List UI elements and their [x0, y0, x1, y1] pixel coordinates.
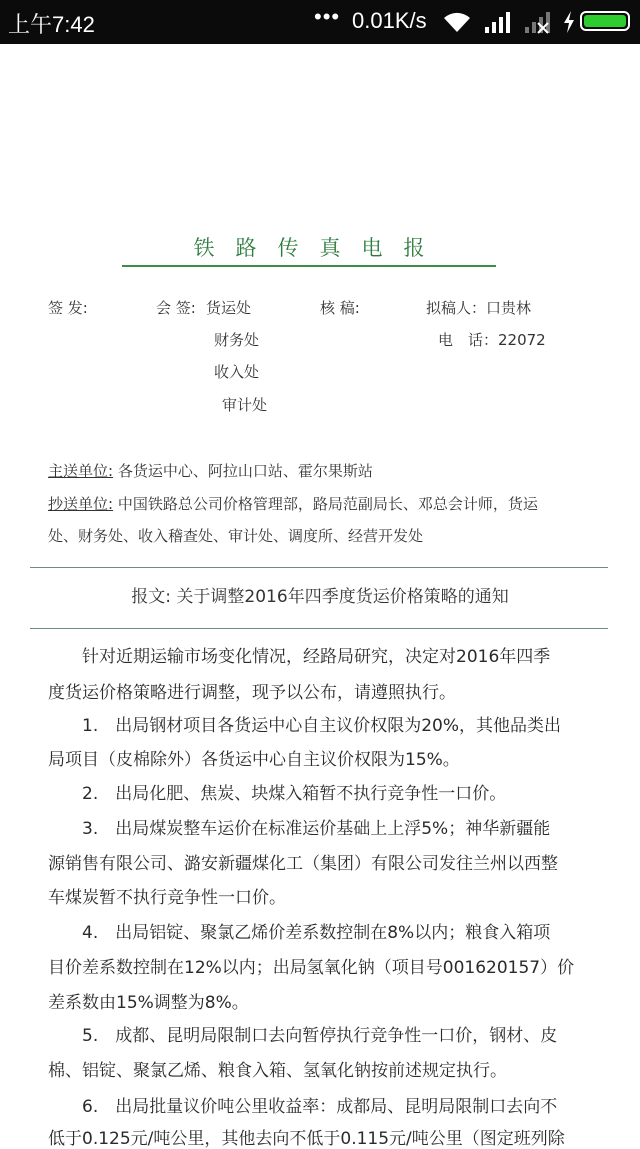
cc-recipients-line-2: 处、财务处、收入稽查处、审计处、调度所、经营开发处 [48, 527, 424, 545]
body-line: 差系数由15%调整为8%。 [48, 993, 249, 1013]
body-line: 低于0.125元/吨公里，其他去向不低于0.115元/吨公里（图定班列除 [48, 1129, 565, 1149]
huiqian-dept-1: 货运处 [206, 299, 252, 317]
document-subject: 报文: 关于调整2016年四季度货运价格策略的通知 [131, 587, 509, 607]
huiqian-label: 会 签: [156, 299, 196, 317]
body-line: 源销售有限公司、潞安新疆煤化工（集团）有限公司发往兰州以西整 [48, 854, 558, 874]
status-bar [0, 0, 640, 44]
charging-icon [562, 10, 576, 34]
body-line: 车煤炭暂不执行竞争性一口价。 [48, 888, 286, 908]
body-line: 度货运价格策略进行调整，现予以公布，请遵照执行。 [48, 683, 456, 703]
body-line: 5. 成都、昆明局限制口去向暂停执行竞争性一口价，钢材、皮 [48, 1026, 558, 1046]
body-line: 棉、铝锭、聚氯乙烯、粮食入箱、氢氧化钠按前述规定执行。 [48, 1061, 507, 1081]
huiqian-dept-3: 收入处 [214, 363, 260, 381]
main-recipients-label: 主送单位: [48, 462, 114, 480]
body-line: 目价差系数控制在12%以内；出局氢氧化钠（项目号001620157）价 [48, 958, 575, 978]
battery-icon [580, 11, 630, 31]
document-title: 铁路传真电报 [193, 236, 446, 260]
wifi-icon [442, 10, 472, 34]
huiqian-dept-2: 财务处 [214, 331, 260, 349]
main-recipients [48, 460, 373, 481]
qianfa-label: 签 发: [48, 299, 88, 317]
body-line: 2. 出局化肥、焦炭、块煤入箱暂不执行竞争性一口价。 [48, 784, 507, 804]
title-underline [122, 265, 496, 267]
hegao-label: 核 稿: [320, 299, 360, 317]
more-dots-icon: ••• [314, 4, 341, 29]
network-speed: 0.01K/s [352, 8, 427, 33]
body-line: 4. 出局铝锭、聚氯乙烯价差系数控制在8%以内；粮食入箱项 [48, 923, 551, 943]
body-line: 6. 出局批量议价吨公里收益率：成都局、昆明局限制口去向不 [48, 1097, 558, 1117]
phone: 电 话：22072 [438, 331, 546, 349]
signal-off-icon [524, 10, 552, 34]
divider-top [30, 567, 608, 568]
body-line: 3. 出局煤炭整车运价在标准运价基础上上浮5%；神华新疆能 [48, 819, 551, 839]
cc-recipients-text-1: 中国铁路总公司价格管理部，路局范副局长、邓总会计师，货运 [113, 495, 538, 513]
drafter: 拟稿人：口贵林 [426, 299, 532, 317]
divider-bottom [30, 628, 608, 629]
body-line: 局项目（皮棉除外）各货运中心自主议价权限为15%。 [48, 750, 460, 770]
cc-recipients [48, 493, 538, 514]
body-line: 1. 出局钢材项目各货运中心自主议价权限为20%，其他品类出 [48, 716, 562, 736]
signal-icon [484, 10, 512, 34]
cc-recipients-label: 抄送单位: [48, 495, 114, 513]
huiqian-dept-4: 审计处 [222, 396, 268, 414]
main-recipients-text: 各货运中心、阿拉山口站、霍尔果斯站 [113, 462, 373, 480]
status-time: 上午7:42 [8, 12, 95, 37]
body-line: 针对近期运输市场变化情况，经路局研究，决定对2016年四季 [48, 647, 551, 667]
battery-level [584, 15, 626, 27]
